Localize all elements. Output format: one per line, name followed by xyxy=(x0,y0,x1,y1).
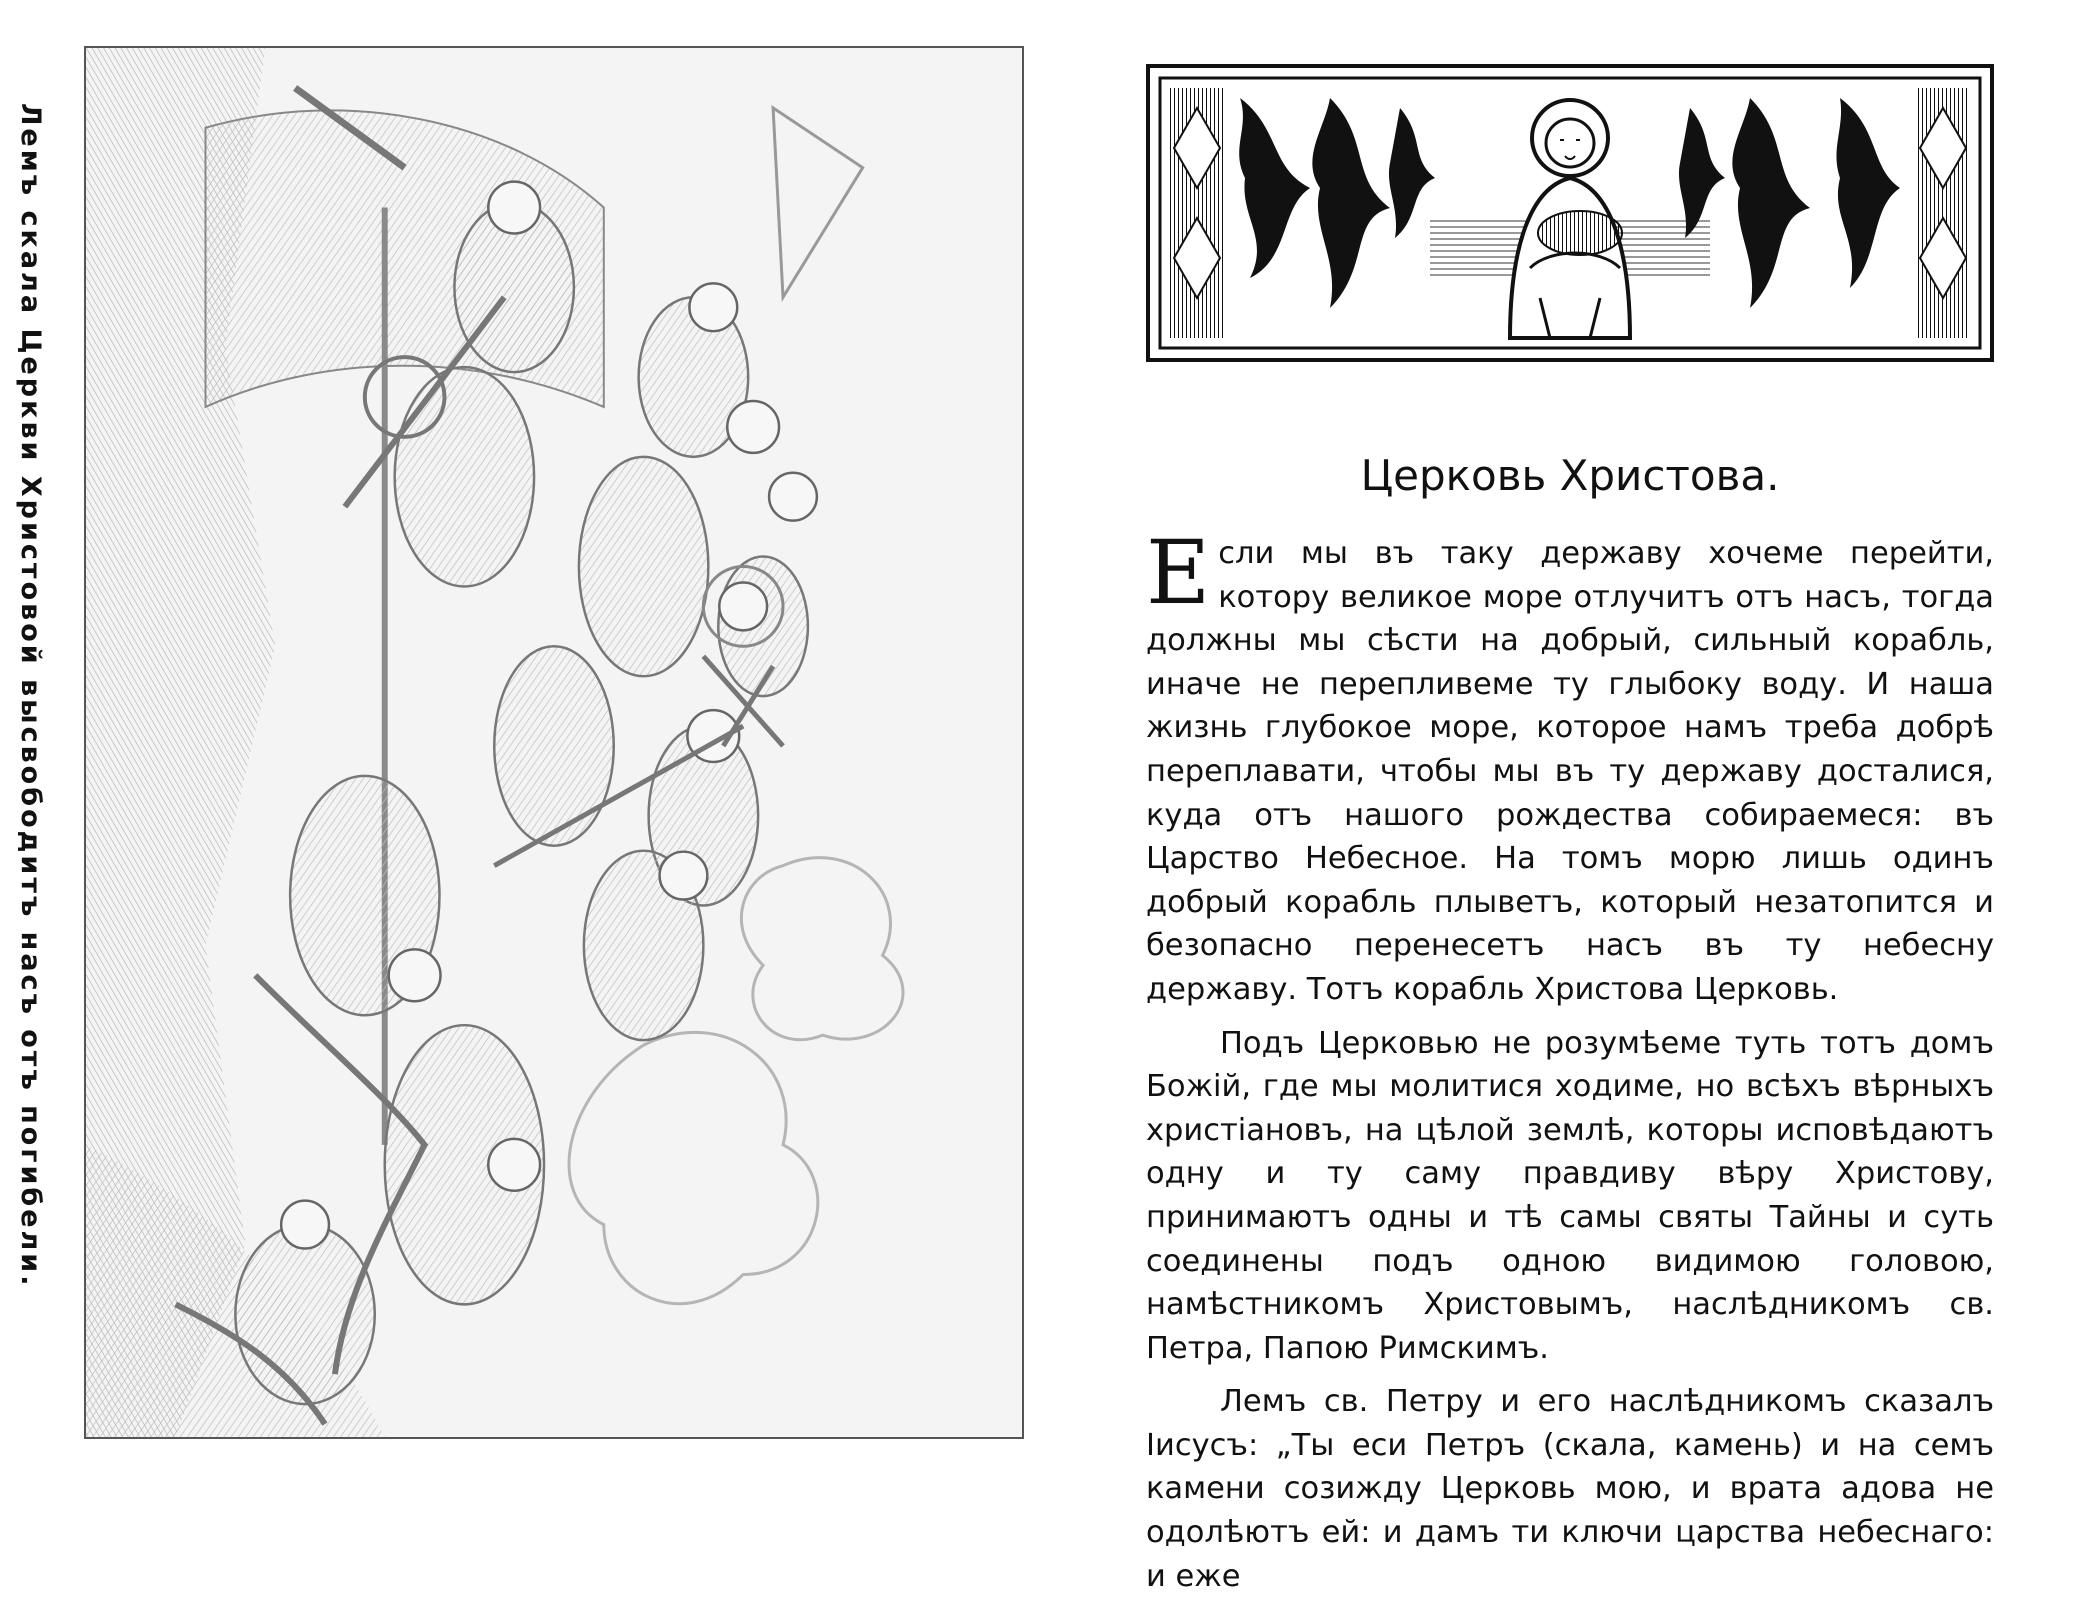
drop-cap-letter: Е xyxy=(1146,521,1211,624)
illustration-caption: Лемъ скала Церкви Христовой высвободитъ насъ отъ погибели. xyxy=(15,103,46,1289)
paragraph-3: Лемъ св. Петру и его наслѣдникомъ сказалъ Іисусъ: „Ты еси Петръ (скала, камень) и на семъ камени созижду Церковь мою, и врата адова не одолѣютъ ей: и дамъ ти ключи царства небеснаго: и еже xyxy=(1146,1384,1994,1594)
header-vignette xyxy=(1146,64,1994,362)
paragraph-2: Подъ Церковью не розумѣеме туть тотъ домъ Божій, где мы молитися ходиме, но всѣхъ вѣрныхъ христіановъ, на цѣлой землѣ, которы исповѣдаютъ одну и ту саму правдиву вѣру Христову, принимаютъ одны и тѣ самы святы Тайны и суть соединены подъ одною видимою головою, намѣстникомъ Христовымъ, наслѣдникомъ св. Петра, Папою Римскимъ. xyxy=(1146,1025,1994,1366)
engraving-illustration xyxy=(84,46,1024,1439)
paragraph-1-text: сли мы въ таку державу хочеме перейти, котору великое море отлучитъ отъ насъ, тогда должны мы сѣсти на добрый, сильный корабль, иначе не перепливеме ту глыбоку воду. И наша жизнь глубокое море, которое намъ треба добрѣ переплавати, чтобы мы въ ту державу досталися, куда отъ нашого рождества собираемеся: въ Царство Небесное. На томъ морю лишь одинъ добрый корабль плыветъ, который незатопится и безопасно перенесетъ насъ въ ту небесну державу. Тотъ корабль Христова Церковь. xyxy=(1146,536,1994,1007)
vignette-sketch xyxy=(1150,68,1990,358)
engraving-sketch xyxy=(86,48,1022,1437)
chapter-title: Церковь Христова. xyxy=(1360,451,1780,500)
paragraph-1 xyxy=(1146,521,1994,1012)
chapter-body xyxy=(1146,521,1994,1608)
